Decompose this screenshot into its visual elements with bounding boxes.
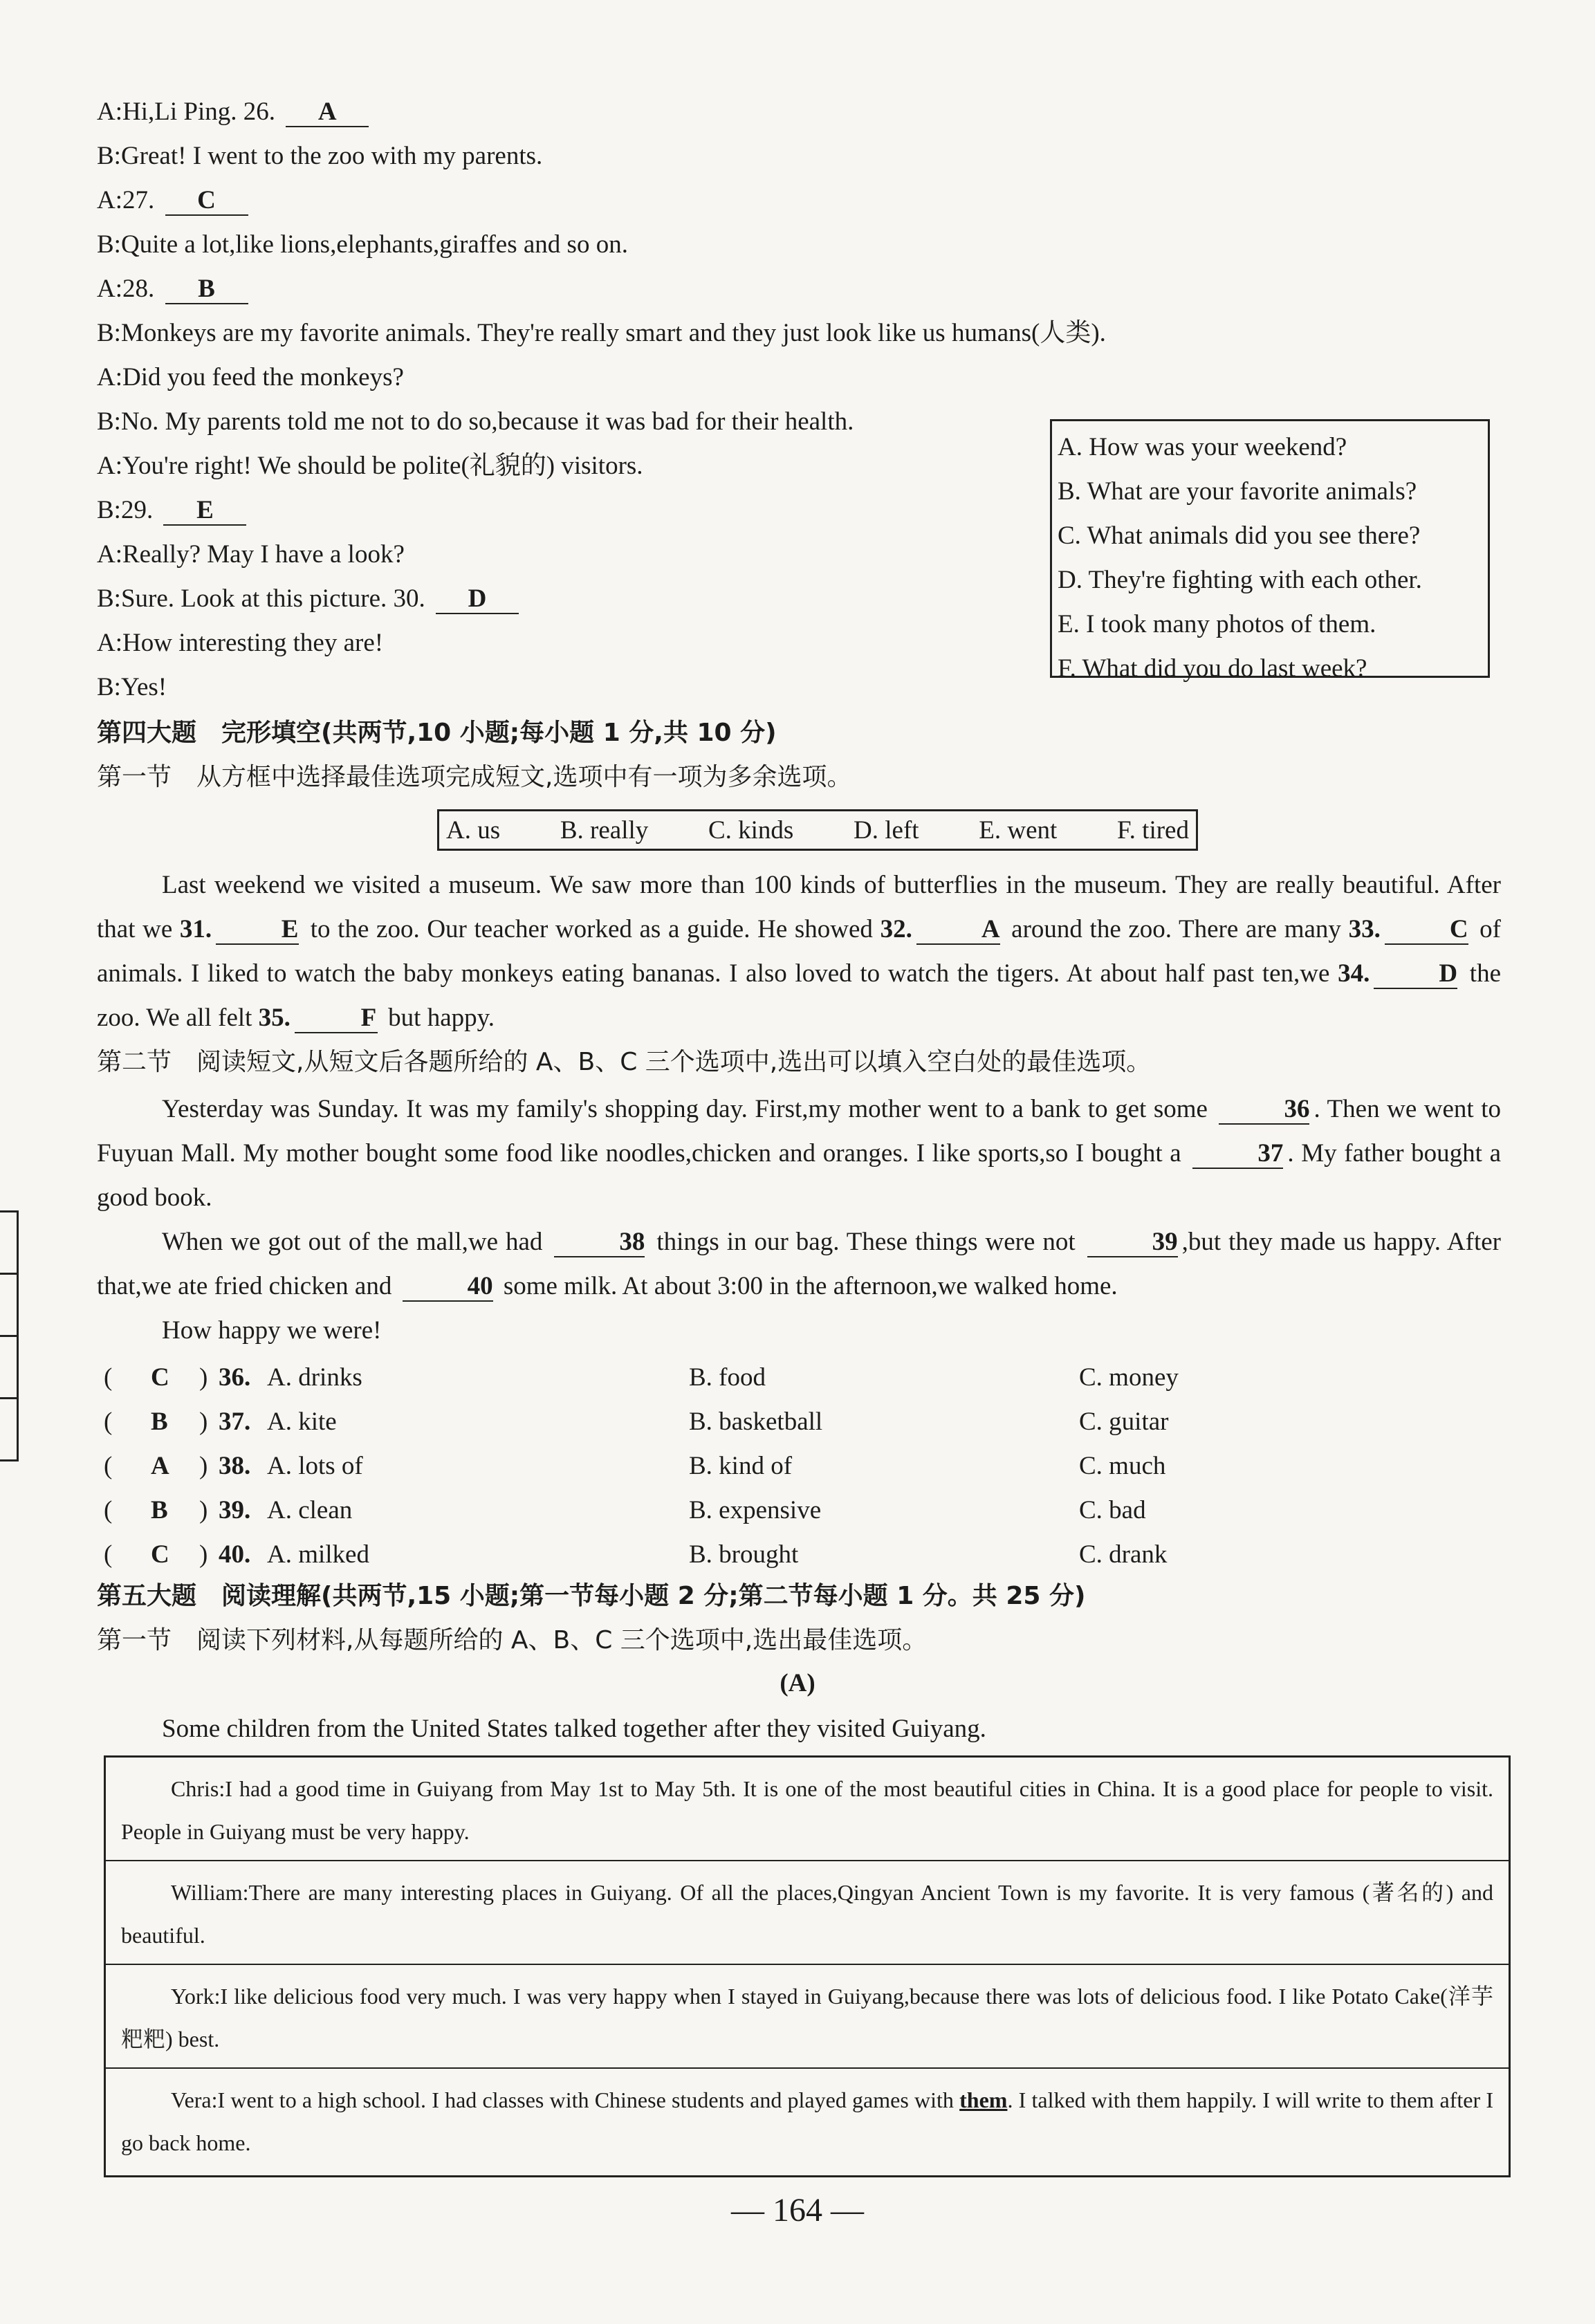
statement-york: York:I like delicious food very much. I was very happy when I stayed in Guiyang,because there was lots of delicious food. I like Potato Cake(洋芋粑粑) best. — [106, 1965, 1509, 2069]
question-38-answer: A — [151, 1452, 169, 1480]
dialogue-line-4: B:Quite a lot,like lions,elephants,giraffes and so on. — [97, 230, 628, 259]
answer-33: C — [1385, 916, 1468, 945]
answer-27: C — [165, 187, 248, 216]
margin-mark — [0, 1459, 18, 1461]
word-bank-a: A. us — [446, 815, 501, 845]
part4-section2-title: 第二节 阅读短文,从短文后各题所给的 A、B、C 三个选项中,选出可以填入空白处的最佳选项。 — [97, 1048, 1152, 1076]
page-number: — 164 — — [731, 2192, 864, 2229]
word-bank-b: B. really — [560, 815, 649, 845]
question-36: ( C ) 36. A. drinks B. food C. money — [97, 1357, 1480, 1399]
dialogue-line-11: A:Really? May I have a look? — [97, 540, 405, 569]
emphasized-word: them — [959, 2087, 1008, 2112]
dialogue-line-2: B:Great! I went to the zoo with my parents. — [97, 142, 543, 170]
question-36-answer: C — [151, 1363, 169, 1392]
word-bank-e: E. went — [979, 815, 1058, 845]
answer-31: E — [216, 916, 299, 945]
blank-36: 36 — [1219, 1096, 1309, 1125]
passage-label: (A) — [780, 1669, 815, 1697]
margin-mark — [0, 1397, 18, 1399]
part4-title: 第四大题 完形填空(共两节,10 小题;每小题 1 分,共 10 分) — [97, 719, 777, 747]
blank-40: 40 — [403, 1273, 493, 1302]
word-bank-d: D. left — [854, 815, 919, 845]
part4-section1-title: 第一节 从方框中选择最佳选项完成短文,选项中有一项为多余选项。 — [97, 763, 852, 791]
option-a: A. How was your weekend? — [1058, 433, 1347, 461]
answer-30: D — [436, 585, 519, 614]
blank-38: 38 — [554, 1228, 645, 1257]
cloze-passage-2: Yesterday was Sunday. It was my family's shopping day. First,my mother went to a bank to get some 36 . Then we went to Fuyuan Mall. My mother bought some food like noodles,chicken and oranges. I like sports,so I bought a 37 . My father bought a good book. — [97, 1095, 1502, 1212]
question-37-answer: B — [151, 1408, 168, 1436]
option-d: D. They're fighting with each other. — [1058, 566, 1422, 594]
dialogue-line-7: A:Did you feed the monkeys? — [97, 363, 404, 391]
dialogue-line-12: B:Sure. Look at this picture. 30. D — [97, 582, 523, 616]
passage-intro: Some children from the United States talked together after they visited Guiyang. — [162, 1715, 986, 1743]
question-39: ( B ) 39. A. clean B. expensive C. bad — [97, 1490, 1480, 1531]
dialogue-line-10: B:29. E — [97, 494, 250, 527]
dialogue-line-5: A:28. B — [97, 273, 252, 306]
cloze-passage-closing: How happy we were! — [162, 1316, 382, 1345]
margin-line — [17, 1210, 19, 1461]
question-38: ( A ) 38. A. lots of B. kind of C. much — [97, 1446, 1480, 1487]
margin-mark — [0, 1273, 18, 1275]
dialogue-line-8: B:No. My parents told me not to do so,because it was bad for their health. — [97, 407, 854, 436]
option-b: B. What are your favorite animals? — [1058, 477, 1417, 506]
answer-29: E — [163, 497, 246, 526]
cloze-passage-1: Last weekend we visited a museum. We saw more than 100 kinds of butterflies in the museum. They are really beautiful. After that we 31. E to the zoo. Our teacher worked as a guide. He showed 32. A around the zoo. There are many 33. C of animals. I liked to watch the baby monkeys eating bananas. I also loved to watch the tigers. At about half past ten,we 34. D the zoo. We all felt 35. F but happy. — [97, 871, 1501, 1032]
word-bank — [437, 809, 1198, 851]
margin-mark — [0, 1335, 18, 1337]
statement-william: William:There are many interesting places in Guiyang. Of all the places,Qingyan Ancient Town is my favorite. It is very famous (著名的) and beautiful. — [106, 1861, 1509, 1965]
dialogue-option-box — [1050, 419, 1490, 683]
answer-26: A — [286, 98, 369, 127]
part5-section1-title: 第一节 阅读下列材料,从每题所给的 A、B、C 三个选项中,选出最佳选项。 — [97, 1626, 928, 1654]
answer-28: B — [165, 275, 248, 304]
dialogue-line-3: A:27. C — [97, 184, 252, 217]
part5-title: 第五大题 阅读理解(共两节,15 小题;第一节每小题 2 分;第二节每小题 1 分。共 25 分) — [97, 1582, 1086, 1610]
dialogue-line-6: B:Monkeys are my favorite animals. They're really smart and they just look like us humans(人类). — [97, 319, 1106, 347]
word-bank-f: F. tired — [1117, 815, 1189, 845]
question-37: ( B ) 37. A. kite B. basketball C. guitar — [97, 1401, 1480, 1443]
statements-table — [104, 1755, 1511, 2177]
option-c: C. What animals did you see there? — [1058, 522, 1421, 550]
answer-35: F — [295, 1004, 378, 1033]
dialogue-line-1: A:Hi,Li Ping. 26. A — [97, 95, 373, 129]
answer-32: A — [916, 916, 1000, 945]
blank-37: 37 — [1192, 1140, 1283, 1169]
dialogue-line-9: A:You're right! We should be polite(礼貌的) visitors. — [97, 452, 643, 480]
word-bank-c: C. kinds — [708, 815, 794, 845]
question-40-answer: C — [151, 1540, 169, 1569]
option-f: F. What did you do last week? — [1058, 654, 1367, 683]
statement-chris: Chris:I had a good time in Guiyang from May 1st to May 5th. It is one of the most beautiful cities in China. It is a good place for people to visit. People in Guiyang must be very happy. — [106, 1758, 1509, 1861]
dialogue-line-14: B:Yes! — [97, 673, 167, 701]
dialogue-line-13: A:How interesting they are! — [97, 629, 384, 657]
statement-vera: Vera:I went to a high school. I had classes with Chinese students and played games with them. I talked with them happily. I will write to them after I go back home. — [121, 2087, 1494, 2155]
option-e: E. I took many photos of them. — [1058, 610, 1376, 638]
blank-39: 39 — [1087, 1228, 1178, 1257]
margin-mark — [0, 1210, 18, 1212]
cloze-passage-3: When we got out of the mall,we had 38 things in our bag. These things were not 39 ,but they made us happy. After that,we ate fried chicken and 40 some milk. At about 3:00 in the afternoon,we walked home. — [97, 1228, 1501, 1300]
answer-34: D — [1374, 960, 1457, 989]
question-39-answer: B — [151, 1496, 168, 1524]
question-40: ( C ) 40. A. milked B. brought C. drank — [97, 1534, 1480, 1576]
